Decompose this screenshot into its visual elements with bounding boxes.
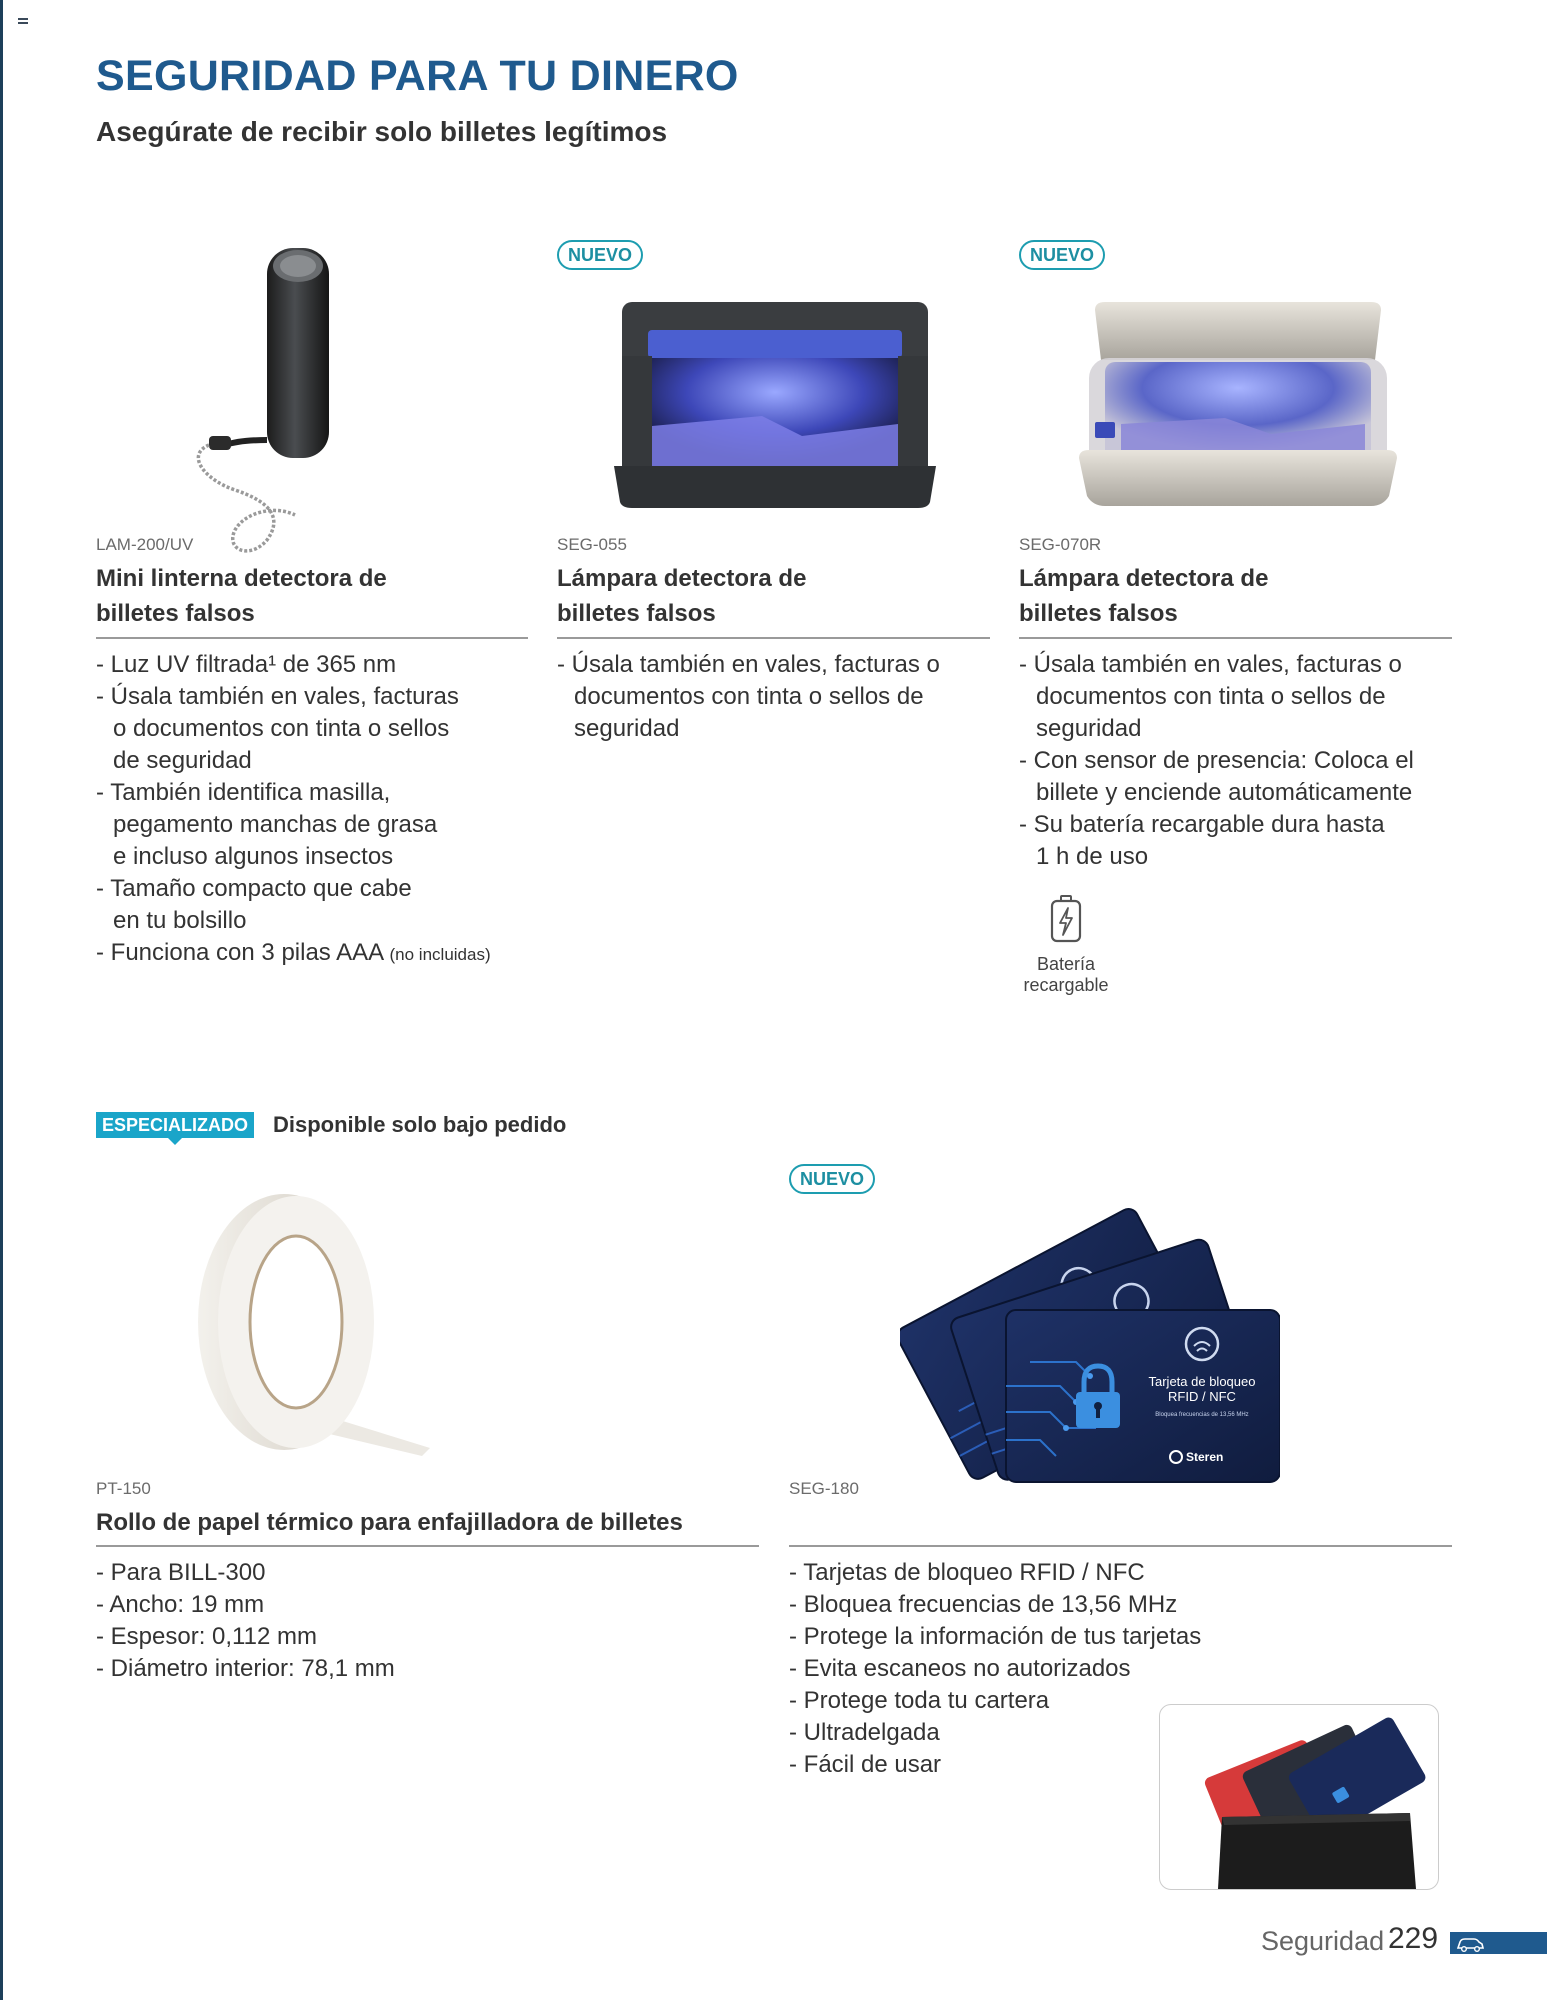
card-brand: Steren [1186, 1450, 1224, 1464]
feature-item: - Espesor: 0,112 mm [96, 1623, 317, 1650]
product-name [557, 561, 806, 631]
feature-list [96, 1557, 736, 1685]
uv-lamp-dark-image [612, 296, 938, 510]
feature-item: - Protege toda tu cartera [789, 1687, 1050, 1714]
feature-item: - Ancho: 19 mm [96, 1591, 265, 1618]
battery-icon [1048, 895, 1084, 943]
page-subtitle: Asegúrate de recibir solo billetes legítimos [96, 116, 668, 147]
card-frequency-text: Bloquea frecuencias de 13,56 MHz [1155, 1412, 1249, 1418]
product-code: SEG-055 [557, 535, 627, 554]
divider [96, 637, 528, 639]
feature-item: - Su batería recargable dura hasta 1 h de uso [1019, 811, 1385, 870]
product-name-line: billetes falsos [1019, 600, 1178, 627]
feature-item: - Evita escaneos no autorizados [789, 1655, 1131, 1682]
car-icon [1454, 1932, 1486, 1954]
product-name-line: billetes falsos [557, 600, 716, 627]
divider [789, 1545, 1452, 1547]
divider [1019, 637, 1452, 639]
feature-item: - También identifica masilla, pegamento manchas de grasa e incluso algunos insectos [96, 779, 438, 870]
product-code: PT-150 [96, 1479, 151, 1498]
product-name [96, 561, 387, 631]
new-badge: NUEVO [1019, 240, 1105, 270]
page-title: SEGURIDAD PARA TU DINERO [96, 52, 739, 100]
new-badge: NUEVO [789, 1164, 875, 1194]
specialized-badge [96, 1112, 254, 1138]
card-title-line2: RFID / NFC [1168, 1389, 1236, 1404]
product-name [1019, 561, 1268, 631]
product-name-line: Lámpara detectora de [557, 565, 807, 592]
new-badge: NUEVO [557, 240, 643, 270]
footer-section-name: Seguridad [1261, 1926, 1385, 1956]
page-number: 229 [1388, 1922, 1439, 1955]
wallet-cards-image [1160, 1705, 1438, 1889]
feature-list [557, 649, 997, 745]
left-edge-line [0, 0, 3, 2000]
card-title-line1: Tarjeta de bloqueo [1148, 1374, 1256, 1389]
paper-tape-roll-image [196, 1186, 436, 1468]
feature-item: - Tarjetas de bloqueo RFID / NFC [789, 1559, 1145, 1586]
battery-label [1000, 954, 1132, 996]
menu-mark-icon [18, 18, 28, 26]
feature-item: - Protege la información de tus tarjetas [789, 1623, 1202, 1650]
feature-item: - Con sensor de presencia: Coloca el billete y enciende automáticamente [1019, 747, 1414, 806]
product-code: SEG-180 [789, 1479, 859, 1498]
divider [96, 1545, 759, 1547]
feature-item: - Ultradelgada [789, 1719, 940, 1746]
feature-item: - Úsala también en vales, facturas o documentos con tinta o sellos de seguridad [1019, 651, 1402, 742]
uv-lamp-silver-image [1075, 300, 1401, 510]
flashlight-image [195, 240, 355, 560]
product-code: SEG-070R [1019, 535, 1102, 554]
product-name [96, 1505, 683, 1540]
product-name-line: Rollo de papel térmico para enfajilladora de billetes [96, 1509, 683, 1536]
battery-label-line: recargable [1023, 975, 1109, 995]
availability-note: Disponible solo bajo pedido [273, 1112, 567, 1137]
feature-item: - Para BILL-300 [96, 1559, 266, 1586]
wallet-inset [1159, 1704, 1439, 1890]
feature-list [1019, 649, 1459, 873]
feature-item: - Úsala también en vales, facturas o documentos con tinta o sellos de seguridad [557, 651, 940, 742]
product-name-line: billetes falsos [96, 600, 255, 627]
feature-item: - Tamaño compacto que cabe en tu bolsillo [96, 875, 412, 934]
feature-item: - Luz UV filtrada¹ de 365 nm [96, 651, 397, 678]
feature-item: - Diámetro interior: 78,1 mm [96, 1655, 395, 1682]
divider [557, 637, 990, 639]
product-name-line: Lámpara detectora de [1019, 565, 1269, 592]
product-name-line: Mini linterna detectora de [96, 565, 387, 592]
product-code: LAM-200/UV [96, 535, 194, 554]
feature-list [96, 649, 536, 971]
footer-bar [1450, 1932, 1547, 1954]
feature-item: - Bloquea frecuencias de 13,56 MHz [789, 1591, 1178, 1618]
feature-item: - Fácil de usar [789, 1751, 942, 1778]
badge-pointer [168, 1138, 182, 1145]
battery-label-line: Batería [1036, 954, 1096, 974]
rfid-cards-image [900, 1176, 1280, 1486]
specialized-badge-label: ESPECIALIZADO [102, 1115, 249, 1135]
feature-note: (no incluidas) [389, 945, 491, 964]
feature-item: - Funciona con 3 pilas AAA (no incluidas) [96, 939, 491, 966]
feature-item: - Úsala también en vales, facturas o documentos con tinta o sellos de seguridad [96, 683, 459, 774]
